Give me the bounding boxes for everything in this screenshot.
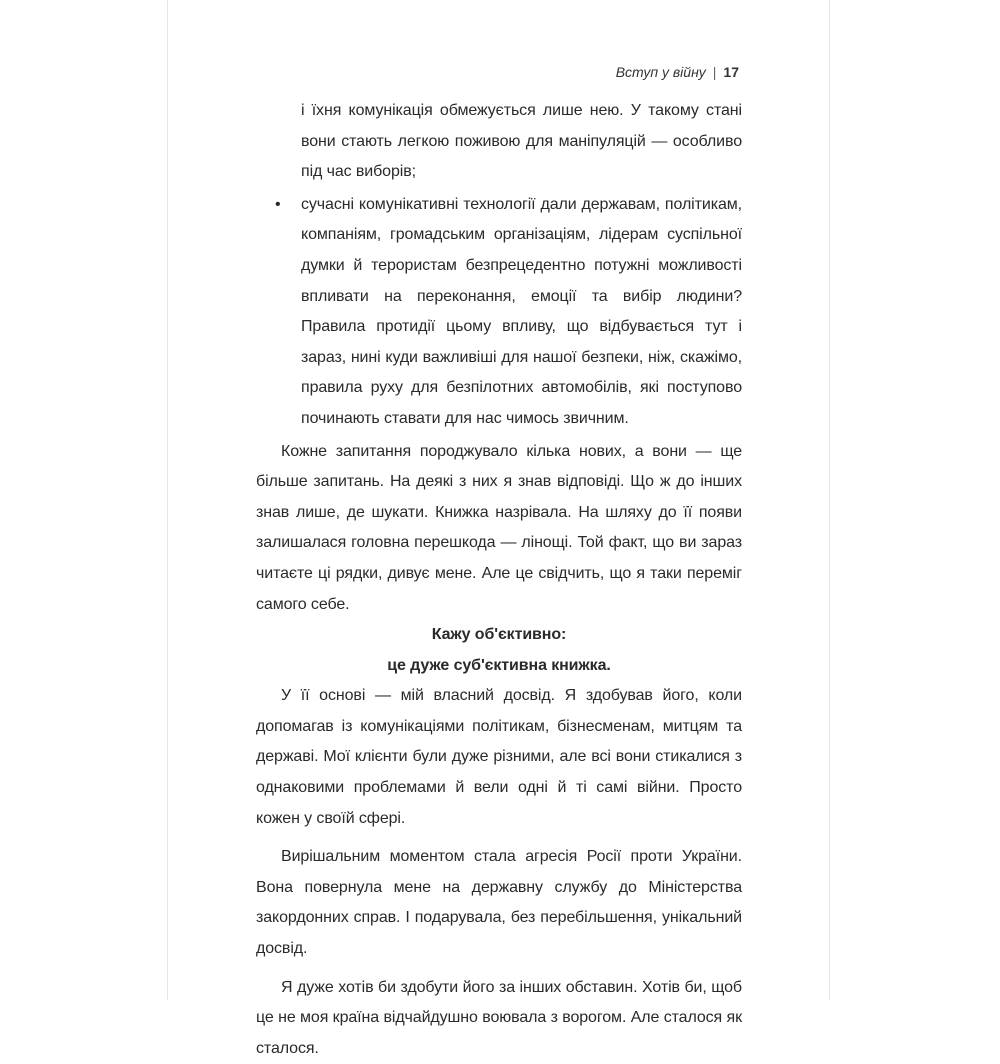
paragraph-questions: Кожне запитання породжувало кілька нових, а вони — ще більше запитань. На деякі з них я знав відповіді. Що ж до інших знав лише, де шукати. Книжка назрівала. На шляху до її появи залишалася головна перешкода — лінощі. Той факт, що ви зараз читаєте ці рядки, дивує мене. Але це свідчить, що я таки переміг самого себе. <box>256 442 742 613</box>
bullet-list-item <box>256 190 742 435</box>
bullet-icon: • <box>275 195 281 213</box>
continued-list-item: і їхня комунікація обмежується лише нею. У такому стані вони стають легкою поживою для маніпуляцій — особливо під час виборів; <box>301 102 742 181</box>
header-separator: | <box>712 64 717 80</box>
subheading-line-1: Кажу об'єктивно: <box>431 626 567 644</box>
paragraph-circumstances: Я дуже хотів би здобути його за інших обставин. Хотів би, щоб це не моя країна відчайдушно воювала з ворогом. Але сталося як сталося. <box>256 978 742 1057</box>
paragraph-experience: У її основі — мій власний досвід. Я здобував його, коли допомагав із комунікаціями політикам, бізнесменам, митцям та державі. Мої клієнти були дуже різними, але всі вони стикалися з однаковими проблемами й вели одні й ті самі війни. Просто кожен у своїй сфері. <box>256 687 742 827</box>
paragraph-aggression: Вирішальним моментом стала агресія Росії проти України. Вона повернула мене на державну службу до Міністерства закордонних справ. І подарувала, без перебільшення, унікальний досвід. <box>256 848 742 958</box>
running-header <box>616 62 739 82</box>
subheading-line-2: це дуже суб'єктивна книжка. <box>387 656 611 674</box>
book-page <box>167 0 830 1057</box>
page-body <box>256 96 742 1064</box>
page-number: 17 <box>723 64 739 80</box>
chapter-title: Вступ у війну <box>615 64 706 80</box>
bullet-text: сучасні комунікативні технології дали державам, політикам, компаніям, громадським організаціям, лідерам суспільної думки й терористам безпрецедентно потужні можливості впливати на переконання, емоції та вибір людини? Правила протидії цьому впливу, що відбувається тут і зараз, нині куди важливіші для нашої безпеки, ніж, скажімо, правила руху для безпілотних автомобілів, які поступово починають ставати для нас чимось звичним. <box>301 195 742 427</box>
